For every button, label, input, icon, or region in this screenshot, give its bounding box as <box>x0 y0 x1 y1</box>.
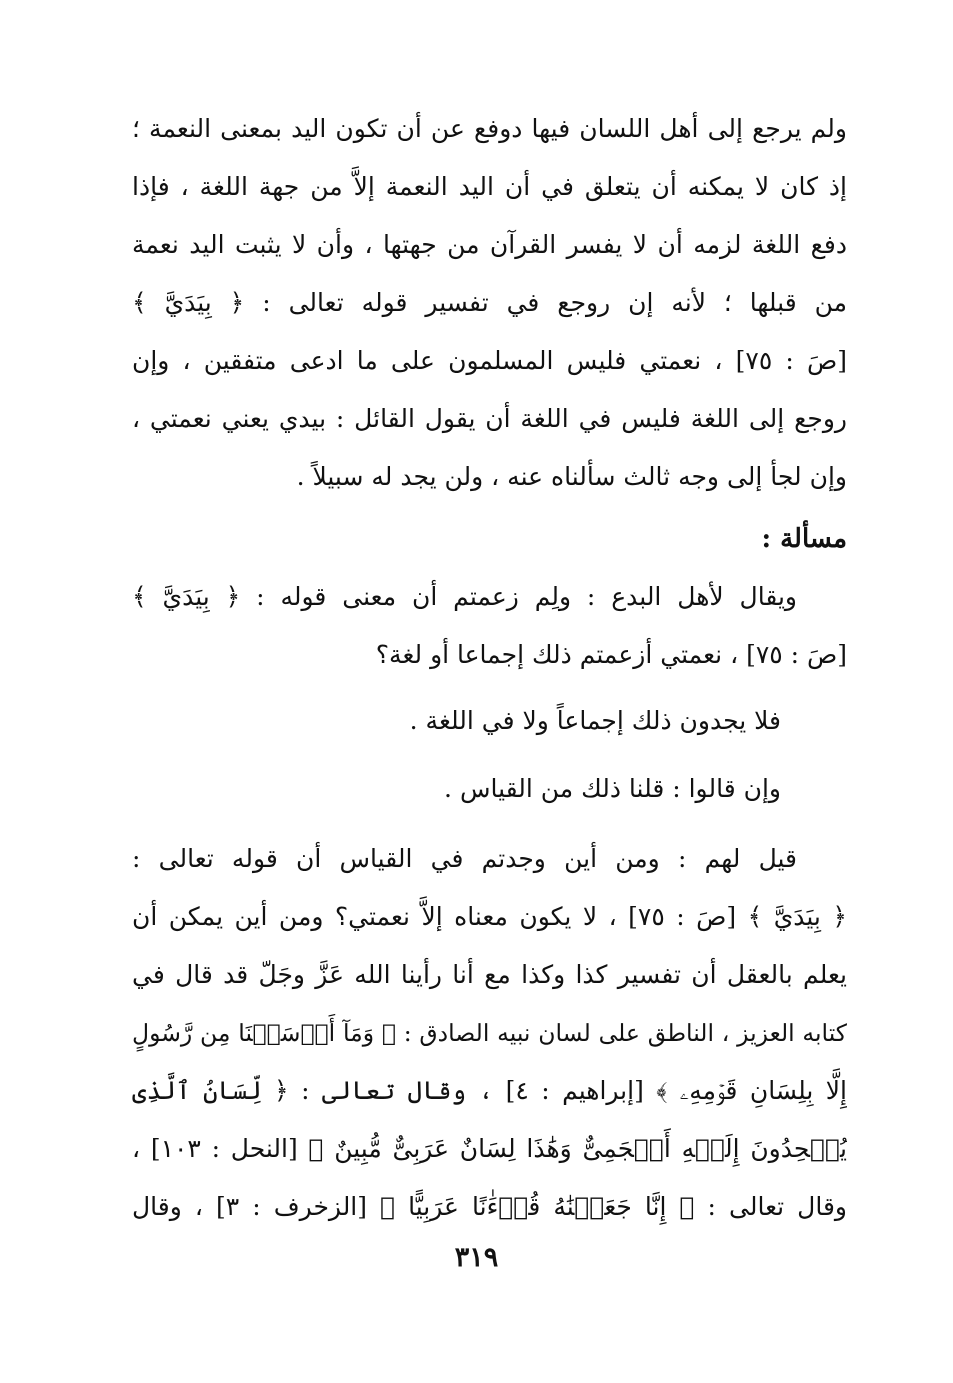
paragraph-1-line: إذ كان لا يمكنه أن يتعلق في أن اليد النعمة إلاَّ من جهة اللغة ، فإذا <box>132 172 847 201</box>
paragraph-4-line: وإن قالوا : قلنا ذلك من القياس . <box>444 774 781 803</box>
paragraph-5-line: ﴿ بِيَدَيَّ ﴾ [صَ : ٧٥] ، لا يكون معناه إلاَّ نعمتي؟ ومن أين يمكن أن <box>132 902 847 931</box>
paragraph-5-line: قيل لهم : ومن أين وجدتم في القياس أن قوله تعالى : <box>132 844 797 873</box>
paragraph-2-line: [صَ : ٧٥] ، نعمتي أزعمتم ذلك إجماعا أو لغة؟ <box>375 640 847 669</box>
paragraph-4 <box>132 760 847 818</box>
paragraph-5-line: إِلَّا بِلِسَانِ قَوۡمِهِۦ ﴾ [إبراهيم : ٤] ، وقال تعالى : ﴿ لِّسَانُ ٱلَّذِى <box>132 1076 847 1105</box>
paragraph-1 <box>132 100 847 506</box>
paragraph-1-line: روجع إلى اللغة فليس في اللغة أن يقول القائل : بيدي يعني نعمتي ، <box>132 404 847 433</box>
paragraph-5-line: يعلم بالعقل أن تفسير كذا وكذا مع أنا رأينا الله عَزَّ وجَلّ قد قال في <box>132 960 847 989</box>
paragraph-5-line: كتابه العزيز ، الناطق على لسان نبيه الصادق : ﴿ وَمَآ أَرۡسَلۡنَا مِن رَّسُولٍ <box>132 1019 847 1047</box>
paragraph-2-line: ويقال لأهل البدع : ولِم زعمتم أن معنى قوله : ﴿ بِيَدَيَّ ﴾ <box>132 582 797 611</box>
paragraph-3 <box>132 692 847 750</box>
paragraph-5-line: وقال تعالى : ﴿ إِنَّا جَعَلۡنَٰهُ قُرۡءَٰنًا عَرَبِيًّا ﴾ [الزخرف : ٣] ، وقال <box>132 1192 847 1221</box>
paragraph-1-line: [صَ : ٧٥] ، نعمتي فليس المسلمون على ما ادعى متفقين ، وإن <box>132 346 847 375</box>
paragraph-3-line: فلا يجدون ذلك إجماعاً ولا في اللغة . <box>409 706 781 735</box>
paragraph-1-line: وإن لجأ إلى وجه ثالث سألناه عنه ، ولن يجد له سبيلاً . <box>296 462 847 491</box>
paragraph-2 <box>132 568 847 684</box>
paragraph-5 <box>132 830 847 1236</box>
paragraph-1-line: ولم يرجع إلى أهل اللسان فيها دوفع عن أن تكون اليد بمعنى النعمة ؛ <box>132 114 847 143</box>
page-number: ٣١٩ <box>454 1242 499 1273</box>
paragraph-1-line: من قبلها ؛ لأنه إن روجع في تفسير قوله تعالى : ﴿ بِيَدَيَّ ﴾ <box>132 288 847 317</box>
paragraph-5-line: يُلۡحِدُونَ إِلَيۡهِ أَعۡجَمِىٌّ وَهَٰذَا لِسَانٌ عَرَبِىٌّ مُّبِينٌ ﴾ [النحل : ١٠٣] ، <box>132 1134 847 1163</box>
paragraph-1-line: دفع اللغة لزمه أن لا يفسر القرآن من جهتها ، وأن لا يثبت اليد نعمة <box>132 230 847 259</box>
section-heading: مسألة : <box>761 524 847 554</box>
